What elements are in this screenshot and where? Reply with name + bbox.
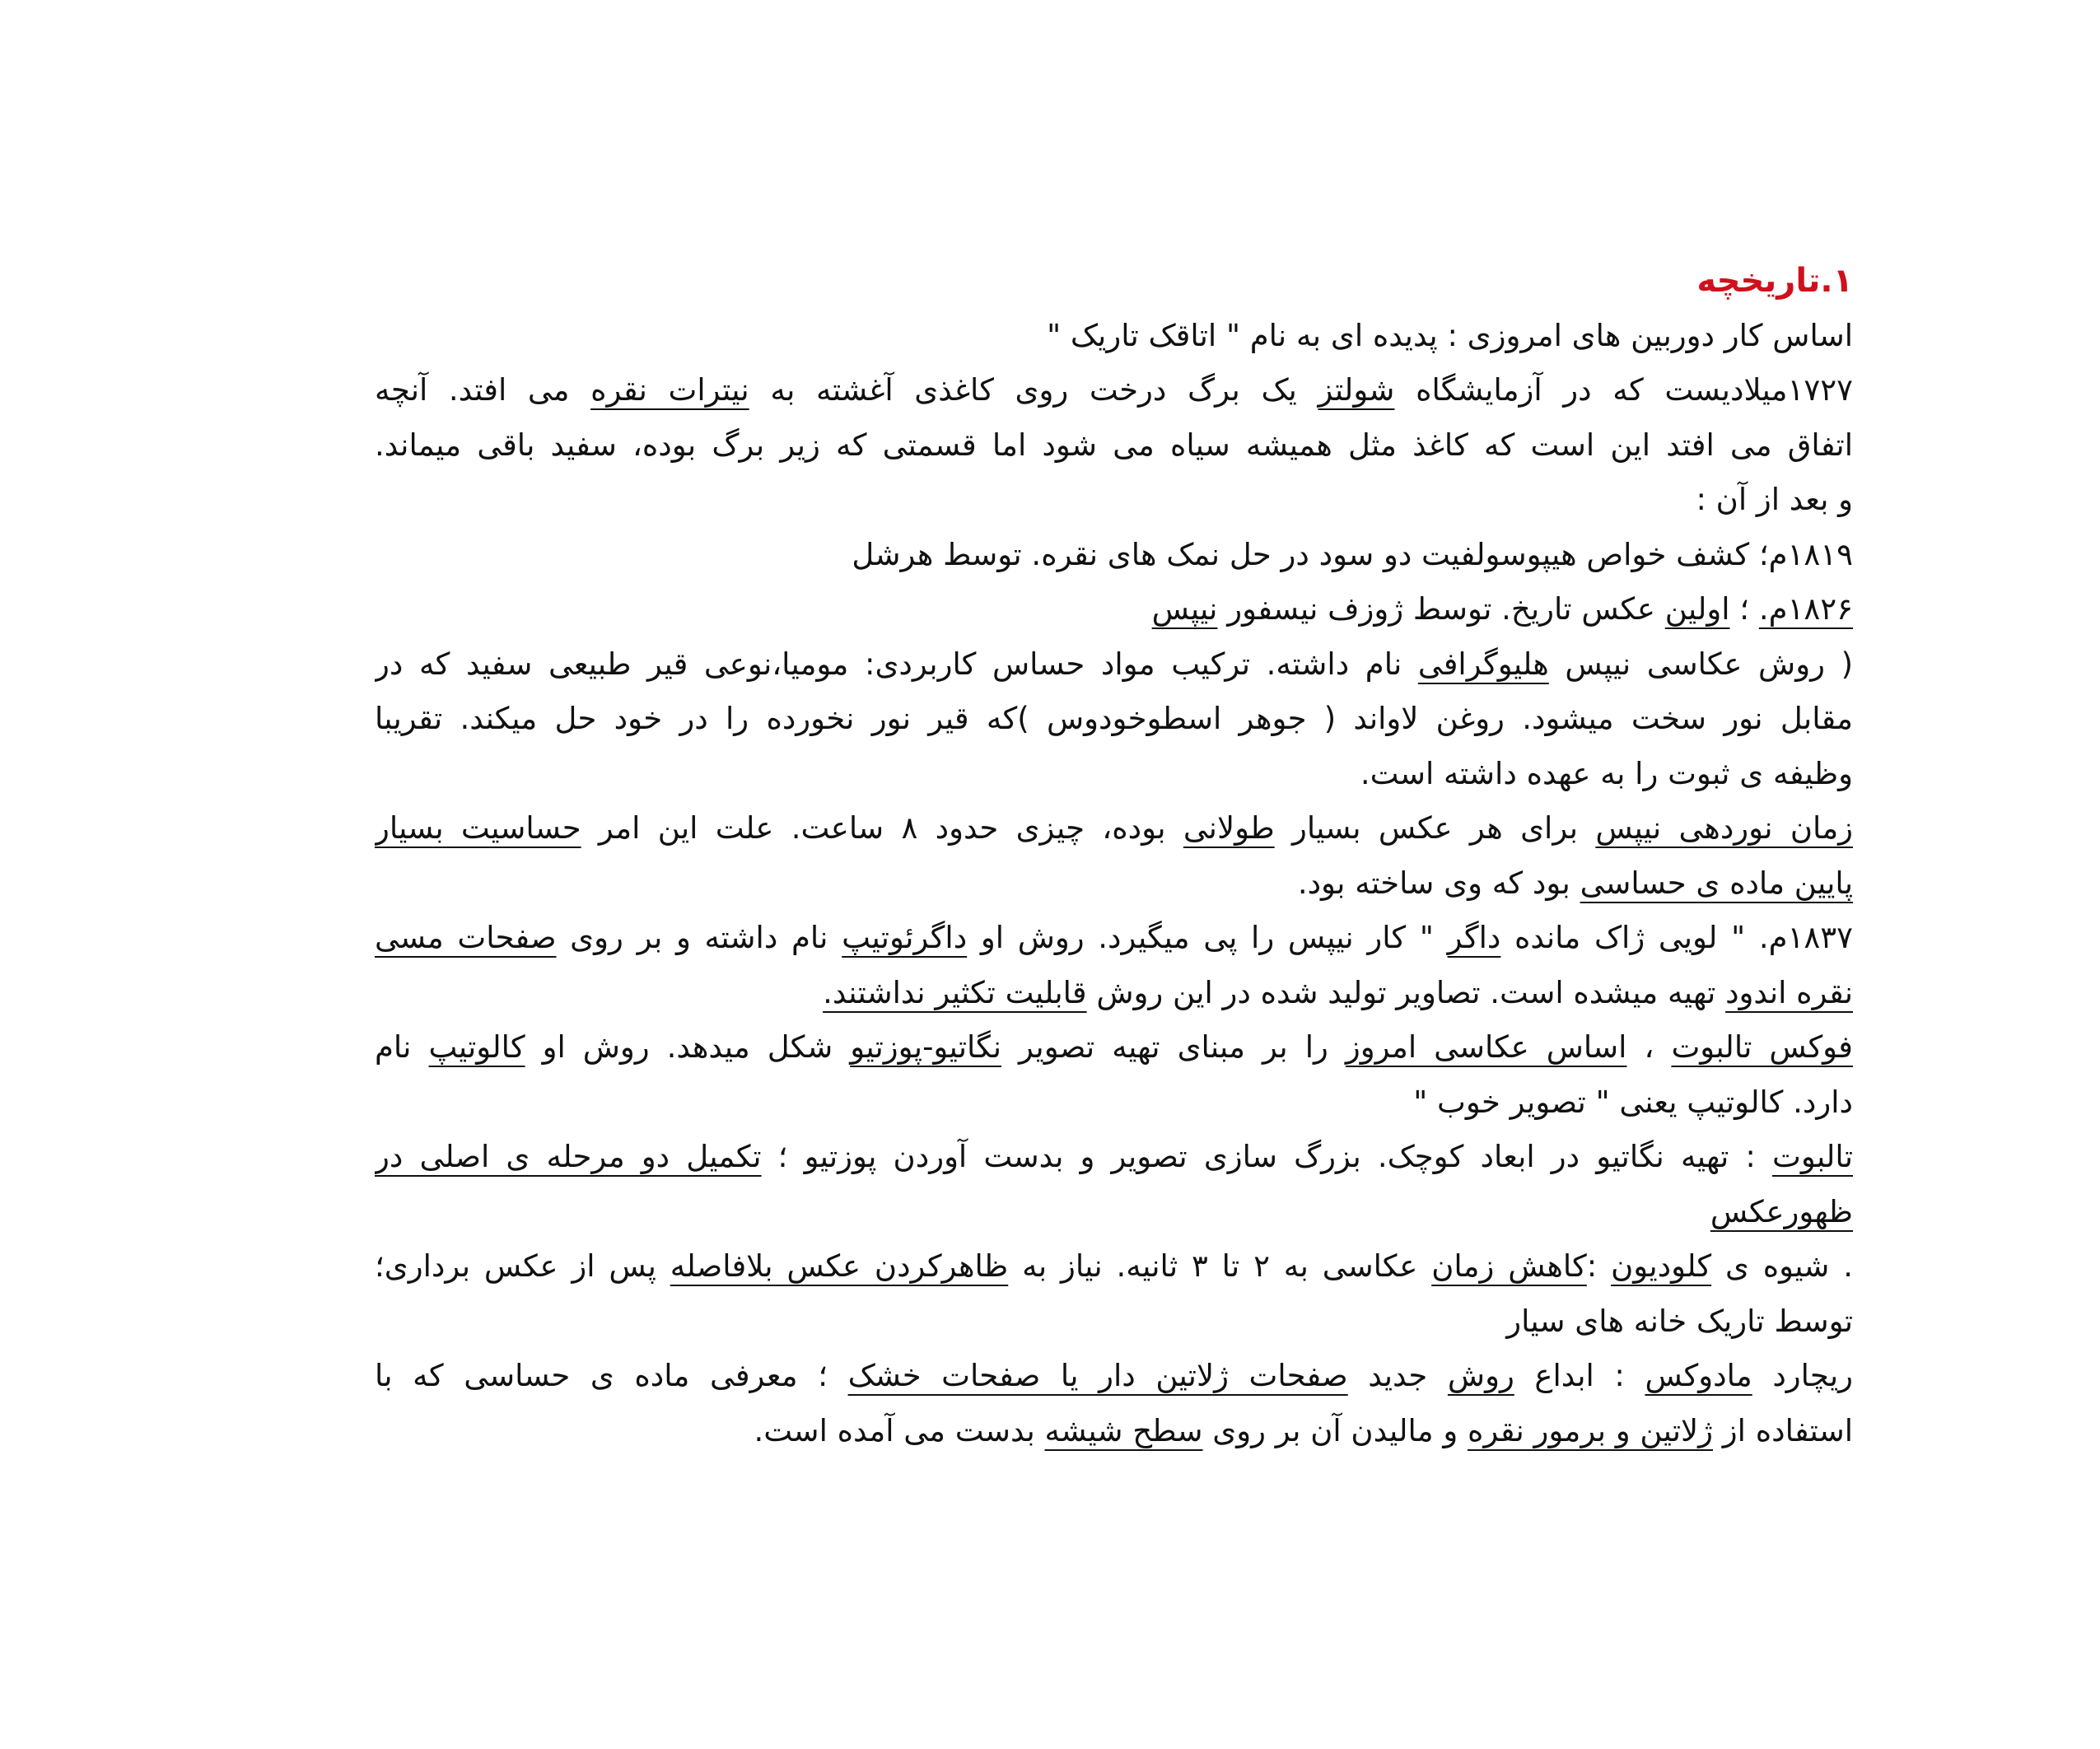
underlined-term: ژلاتین و برمور نقره xyxy=(1467,1412,1714,1448)
underlined-term: طولانی xyxy=(1183,810,1275,846)
text-segment: و بعد از آن : xyxy=(1696,482,1853,517)
text-line xyxy=(375,473,1853,528)
text-line xyxy=(375,528,1853,583)
text-segment: : ابداع xyxy=(1514,1358,1645,1393)
text-line xyxy=(375,1185,1853,1240)
underlined-term: داگر xyxy=(1447,920,1501,955)
underlined-term: نگاتیو-پوزتیو xyxy=(850,1029,1002,1065)
text-line xyxy=(375,1130,1853,1185)
text-segment: می افتد. آنچه xyxy=(375,372,591,408)
underlined-term: کلودیون xyxy=(1611,1248,1712,1284)
text-line xyxy=(375,309,1853,364)
text-line xyxy=(375,363,1853,418)
text-segment: بوده، چیزی حدود ۸ ساعت. علت این امر xyxy=(581,810,1183,846)
underlined-term: هلیوگرافی xyxy=(1417,646,1549,682)
underlined-term: اساس عکاسی امروز xyxy=(1345,1029,1627,1065)
text-line xyxy=(375,582,1853,637)
underlined-term: تکمیل دو مرحله ی اصلی در xyxy=(375,1139,762,1174)
text-segment: ؛ xyxy=(1729,591,1759,627)
underlined-term: شولتز xyxy=(1318,372,1395,408)
underlined-term: روش xyxy=(1447,1358,1514,1393)
underlined-term: ۱۸۲۶م. xyxy=(1758,591,1853,627)
text-segment: . شیوه ی xyxy=(1711,1248,1853,1284)
text-segment: شکل میدهد. روش او xyxy=(525,1029,851,1065)
text-line xyxy=(375,747,1853,802)
document-body xyxy=(375,254,1853,1458)
underlined-term: صفحات ژلاتین دار یا صفحات خشک xyxy=(847,1358,1348,1393)
underlined-term: نیترات نقره xyxy=(590,372,749,408)
text-segment: ۱۸۱۹م؛ کشف خواص هیپوسولفیت دو سود در حل نمک های نقره. توسط هرشل xyxy=(852,536,1853,572)
text-line xyxy=(375,966,1853,1021)
underlined-term: صفحات مسی xyxy=(375,920,557,955)
underlined-term: اولین xyxy=(1664,591,1730,627)
text-line xyxy=(375,1020,1853,1075)
text-segment: " کار نیپس را پی میگیرد. روش او xyxy=(967,920,1448,955)
text-line xyxy=(375,692,1853,747)
text-segment: ۱۷۲۷میلادیست که در آزمایشگاه xyxy=(1394,372,1853,408)
text-segment: : xyxy=(1586,1248,1612,1284)
text-segment: بدست می آمده است. xyxy=(754,1412,1045,1448)
text-segment: ، xyxy=(1626,1029,1672,1065)
text-segment: ؛ معرفی ماده ی حساسی که با xyxy=(375,1358,848,1393)
text-segment: اساس کار دوربین های امروزی : پدیده ای به نام " اتاقک تاریک " xyxy=(1047,317,1853,353)
underlined-term: فوکس تالبوت xyxy=(1671,1029,1853,1065)
text-segment: پس از عکس برداری؛ xyxy=(375,1248,670,1284)
text-segment: مقابل نور سخت میشود. روغن لاواند ( جوهر اسطوخودوس )که قیر نور نخورده را در خود حل میکند. تقریبا xyxy=(375,701,1853,736)
text-segment: نام داشته و بر روی xyxy=(556,920,842,955)
text-segment: بود که وی ساخته بود. xyxy=(1297,865,1580,901)
text-segment: جدید xyxy=(1347,1358,1448,1393)
text-segment: اتفاق می افتد این است که کاغذ مثل همیشه سیاه می شود اما قسمتی که زیر برگ بوده، سفید باقی میماند. xyxy=(375,427,1853,463)
underlined-term: نیپس xyxy=(1151,591,1218,627)
text-line xyxy=(375,856,1853,912)
underlined-term: قابلیت تکثیر نداشتند. xyxy=(823,974,1087,1010)
text-segment: برای هر عکس بسیار xyxy=(1274,810,1596,846)
text-segment: را بر مبنای تهیه تصویر xyxy=(1001,1029,1346,1065)
underlined-term: مادوکس xyxy=(1645,1358,1752,1393)
text-segment: تهیه میشده است. تصاویر تولید شده در این روش xyxy=(1086,974,1726,1010)
text-segment: نام داشته. ترکیب مواد حساس کاربردی: مومیا،نوعی قیر طبیعی سفید که در xyxy=(375,646,1418,682)
text-segment: عکس تاریخ. توسط ژوزف نیسفور xyxy=(1217,591,1665,627)
text-line xyxy=(375,1349,1853,1404)
text-segment: : تهیه نگاتیو در ابعاد کوچک. بزرگ سازی تصویر و بدست آوردن پوزتیو ؛ xyxy=(761,1139,1773,1174)
paragraph-lines xyxy=(375,309,1853,1459)
underlined-term: پایین ماده ی حساسی xyxy=(1580,865,1853,901)
underlined-term: حساسیت بسیار xyxy=(375,810,581,846)
underlined-term: سطح شیشه xyxy=(1044,1412,1203,1448)
text-segment: دارد. کالوتیپ یعنی " تصویر خوب " xyxy=(1413,1084,1853,1120)
text-line xyxy=(375,1075,1853,1131)
underlined-term: داگرئوتیپ xyxy=(842,920,968,955)
text-line xyxy=(375,418,1853,473)
text-segment: ۱۸۳۷م. " لویی ژاک مانده xyxy=(1500,920,1853,955)
text-segment: ( روش عکاسی نیپس xyxy=(1548,646,1853,682)
underlined-term: تالبوت xyxy=(1772,1139,1853,1174)
text-segment: عکاسی به ۲ تا ۳ ثانیه. نیاز به xyxy=(1008,1248,1432,1284)
text-line xyxy=(375,911,1853,966)
underlined-term: کاهش زمان xyxy=(1431,1248,1587,1284)
underlined-term: ظاهرکردن عکس بلافاصله xyxy=(670,1248,1009,1284)
text-segment: ریچارد xyxy=(1752,1358,1853,1393)
text-line xyxy=(375,1239,1853,1294)
text-segment: وظیفه ی ثبوت را به عهده داشته است. xyxy=(1360,755,1853,791)
text-segment: یک برگ درخت روی کاغذی آغشته به xyxy=(749,372,1318,408)
text-line xyxy=(375,1294,1853,1350)
text-line xyxy=(375,637,1853,693)
text-segment: توسط تاریک خانه های سیار xyxy=(1506,1303,1853,1339)
text-segment: استفاده از xyxy=(1713,1412,1853,1448)
underlined-term: ظهورعکس xyxy=(1710,1193,1853,1229)
text-segment: و مالیدن آن بر روی xyxy=(1202,1412,1468,1448)
text-line xyxy=(375,1404,1853,1459)
text-segment: نام xyxy=(375,1029,429,1065)
underlined-term: نقره اندود xyxy=(1725,974,1853,1010)
text-line xyxy=(375,801,1853,856)
underlined-term: کالوتیپ xyxy=(428,1029,525,1065)
section-heading: ۱.تاریخچه xyxy=(1696,262,1853,300)
underlined-term: زمان نوردهی نیپس xyxy=(1595,810,1853,846)
